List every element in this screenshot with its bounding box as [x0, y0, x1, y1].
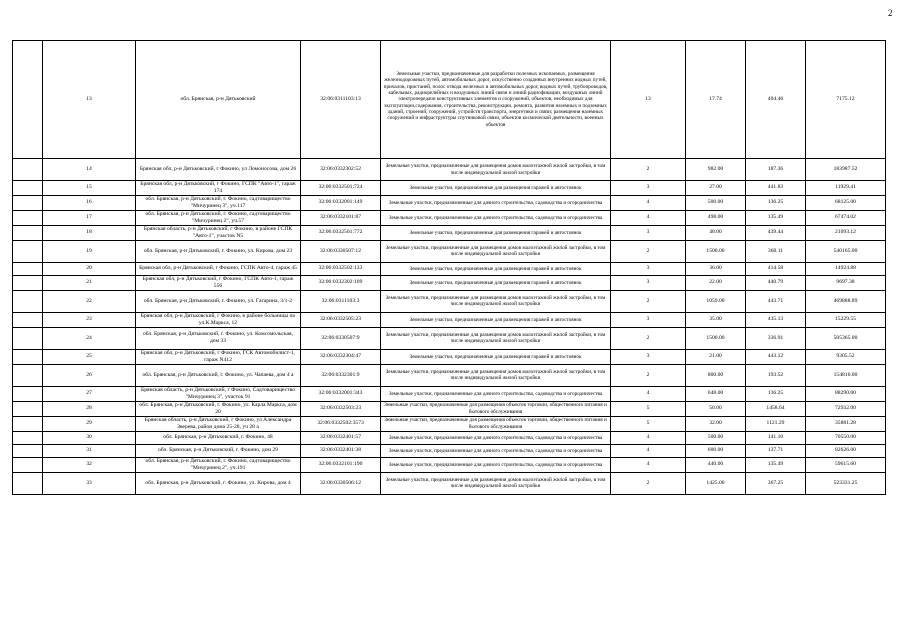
group-cell: 4: [611, 386, 686, 401]
address-cell: обл. Брянская, р-н Дятьковский, г. Фокино, садтоварищество "Мичуринец 2", уч.191: [136, 457, 301, 472]
address-cell: Брянская обл, р-н Дятьковский, г Фокино, ГСК Автомобилист-1, гараж N412: [136, 349, 301, 364]
land-use-cell: Земельные участки, предназначенные для размещения гаражей и автостоянок: [381, 349, 611, 364]
blank-cell: [13, 431, 43, 444]
specific-value-cell: 136.25: [746, 195, 806, 210]
blank-cell: [13, 327, 43, 349]
area-cell: 500.00: [686, 195, 746, 210]
table-row: [13, 159, 886, 181]
land-use-cell: Земельные участки, предназначенные для размещения объектов торговли, общественного питания и бытового обслуживания: [381, 416, 611, 431]
address-cell: Брянская обл, р-н Дятьковский, г Фокино, ГСПК Авто-1, гараж 556: [136, 275, 301, 290]
specific-value-cell: 336.91: [746, 327, 806, 349]
land-use-cell: Земельные участки, предназначенные для размещения гаражей и автостоянок: [381, 225, 611, 240]
blank-cell: [13, 416, 43, 431]
cadastral-value-cell: 67474.02: [806, 210, 886, 225]
row-number: 18: [43, 225, 136, 240]
table-row: [13, 262, 886, 275]
group-cell: 3: [611, 181, 686, 196]
address-cell: Брянская область, р-н Дятьковский, г Фокино, Садтоварищество "Мичуринец 3", участок 91: [136, 386, 301, 401]
group-cell: 3: [611, 225, 686, 240]
area-cell: 35.00: [686, 312, 746, 327]
row-number: 32: [43, 457, 136, 472]
area-cell: 1500.00: [686, 240, 746, 262]
group-cell: 2: [611, 472, 686, 494]
cadastral-number-cell: 32:06:0332501:772: [301, 225, 381, 240]
row-number: 25: [43, 349, 136, 364]
group-cell: 5: [611, 401, 686, 416]
cadastral-number-cell: 32:06:0332302:109: [301, 275, 381, 290]
cadastral-value-table: [12, 40, 886, 495]
cadastral-value-cell: 72932.00: [806, 401, 886, 416]
group-cell: 2: [611, 364, 686, 386]
area-cell: 21.00: [686, 349, 746, 364]
address-cell: обл. Брянская, р-н Дятьковский, г. Фокино, ул. Карла Маркса, дом 20: [136, 401, 301, 416]
blank-cell: [13, 290, 43, 312]
land-use-cell: Земельные участки, предназначенные для размещения домов малоэтажной жилой застройки, в том числе индивидуальной жилой застройки: [381, 240, 611, 262]
specific-value-cell: 443.71: [746, 290, 806, 312]
specific-value-cell: 135.49: [746, 210, 806, 225]
cadastral-value-cell: 523331.25: [806, 472, 886, 494]
table-row: [13, 240, 886, 262]
specific-value-cell: 136.25: [746, 386, 806, 401]
area-cell: 800.00: [686, 364, 746, 386]
land-use-cell: Земельные участки, предназначенные для размещения домов малоэтажной жилой застройки, в том числе индивидуальной жилой застройки: [381, 327, 611, 349]
cadastral-number-cell: 32:06:0311103:13: [301, 41, 381, 159]
cadastral-value-cell: 9305.52: [806, 349, 886, 364]
cadastral-value-cell: 469888.89: [806, 290, 886, 312]
blank-cell: [13, 364, 43, 386]
cadastral-number-cell: 32:06:0332505:23: [301, 312, 381, 327]
address-cell: обл. Брянская, р-н Дятьковский, г. Фокино, ул. Кирова, дом 23: [136, 240, 301, 262]
blank-cell: [13, 240, 43, 262]
specific-value-cell: 404.46: [746, 41, 806, 159]
table-row: [13, 472, 886, 494]
cadastral-number-cell: 32:06:0332001:149: [301, 195, 381, 210]
specific-value-cell: 1121.29: [746, 416, 806, 431]
specific-value-cell: 367.25: [746, 472, 806, 494]
land-use-cell: Земельные участки, предназначенные для размещения объектов торговли, общественного питания и бытового обслуживания: [381, 401, 611, 416]
area-cell: 1059.00: [686, 290, 746, 312]
table-row: [13, 312, 886, 327]
row-number: 13: [43, 41, 136, 159]
row-number: 20: [43, 262, 136, 275]
specific-value-cell: 135.49: [746, 457, 806, 472]
land-use-cell: Земельные участки, предназначенные для размещения домов малоэтажной жилой застройки, в том числе индивидуальной жилой застройки: [381, 472, 611, 494]
blank-cell: [13, 386, 43, 401]
blank-cell: [13, 401, 43, 416]
blank-cell: [13, 349, 43, 364]
cadastral-number-cell: 32:06:0332401:57: [301, 431, 381, 444]
blank-cell: [13, 195, 43, 210]
group-cell: 3: [611, 349, 686, 364]
cadastral-value-cell: 21093.12: [806, 225, 886, 240]
land-use-cell: Земельные участки, предназначенные для разработки полезных ископаемых, размещения железнодорожных путей, автомобильных дорог, искусственно созданных внутренних водных путей, причалов, пристаней, полос отвода железных и автомобильных дорог, водных путей, трубопроводов, кабельных, радиорелейных и воздушных линий связи и линий радиофикации, воздушных линий электропередачи конструктивных элементов и сооружений, объектов, необходимых для эксплуатации,содержания, строительства, реконструкции, ремонта, развития наземных и подземных зданий, строений, сооружений, устройств транспорта, энергетики и связи; размещения наземных сооружений и инфраструктуры спутниковой связи, объектов космической деятельности, военных объектов: [381, 41, 611, 159]
land-use-cell: Земельные участки, предназначенные для размещения домов малоэтажной жилой застройки, в том числе индивидуальной жилой застройки: [381, 159, 611, 181]
row-number: 24: [43, 327, 136, 349]
blank-cell: [13, 444, 43, 457]
address-cell: Брянская обл, р-н Дятьковский, г Фокино, ГСПК Авто-4, гараж 45: [136, 262, 301, 275]
row-number: 14: [43, 159, 136, 181]
table-row: [13, 386, 886, 401]
table-row: [13, 444, 886, 457]
group-cell: 3: [611, 275, 686, 290]
cadastral-number-cell: 32:06:0332101:87: [301, 210, 381, 225]
area-cell: 498.00: [686, 210, 746, 225]
area-cell: 48.00: [686, 225, 746, 240]
specific-value-cell: 439.44: [746, 225, 806, 240]
group-cell: 4: [611, 444, 686, 457]
specific-value-cell: 441.83: [746, 181, 806, 196]
table-body: [13, 41, 886, 495]
specific-value-cell: 440.79: [746, 275, 806, 290]
blank-cell: [13, 262, 43, 275]
row-number: 28: [43, 401, 136, 416]
group-cell: 4: [611, 431, 686, 444]
address-cell: обл. Брянская, р-н Дятьковский, г. Фокино, ул. Чапаева, дом 4 а: [136, 364, 301, 386]
address-cell: обл. Брянская, р-н Дятьковский, г. Фокино, ул. Комсомольская, дом 33: [136, 327, 301, 349]
area-cell: 1425.00: [686, 472, 746, 494]
table-row: [13, 327, 886, 349]
group-cell: 13: [611, 41, 686, 159]
table-row: [13, 225, 886, 240]
area-cell: 648.00: [686, 386, 746, 401]
area-cell: 36.00: [686, 262, 746, 275]
specific-value-cell: 414.58: [746, 262, 806, 275]
row-number: 29: [43, 416, 136, 431]
group-cell: 3: [611, 312, 686, 327]
land-use-cell: Земельные участки, предназначенные для размещения гаражей и автостоянок: [381, 275, 611, 290]
row-number: 23: [43, 312, 136, 327]
cadastral-value-cell: 505365.00: [806, 327, 886, 349]
area-cell: 17.74: [686, 41, 746, 159]
area-cell: 600.00: [686, 444, 746, 457]
group-cell: 5: [611, 416, 686, 431]
specific-value-cell: 435.13: [746, 312, 806, 327]
table-row: [13, 457, 886, 472]
cadastral-number-cell: 32:06:0332502:3573: [301, 416, 381, 431]
group-cell: 4: [611, 457, 686, 472]
row-number: 17: [43, 210, 136, 225]
cadastral-number-cell: 32:06:0332301:9: [301, 364, 381, 386]
address-cell: обл. Брянская, р-н Дятьковский, г. Фокино, садтоварищество "Мичуринец 3", уч.117: [136, 195, 301, 210]
cadastral-number-cell: 32:06:0332503:23: [301, 401, 381, 416]
land-use-cell: Земельные участки, предназначенные для размещения гаражей и автостоянок: [381, 181, 611, 196]
cadastral-value-cell: 68125.00: [806, 195, 886, 210]
area-cell: 50.00: [686, 401, 746, 416]
specific-value-cell: 193.52: [746, 364, 806, 386]
page-number: 2: [888, 8, 893, 18]
group-cell: 4: [611, 195, 686, 210]
area-cell: 440.00: [686, 457, 746, 472]
group-cell: 4: [611, 210, 686, 225]
cadastral-value-cell: 82626.00: [806, 444, 886, 457]
specific-value-cell: 1458.64: [746, 401, 806, 416]
cadastral-value-cell: 183987.52: [806, 159, 886, 181]
specific-value-cell: 360.11: [746, 240, 806, 262]
address-cell: обл. Брянская, р-н Дятьковский, г. Фокино, ул. Гагарина, 3/1-2: [136, 290, 301, 312]
address-cell: Брянская обл, р-н Дятьковский, г Фокино, ГСПК "Авто-1", гараж 174: [136, 181, 301, 196]
row-number: 22: [43, 290, 136, 312]
row-number: 16: [43, 195, 136, 210]
cadastral-number-cell: 32:06:0332302:52: [301, 159, 381, 181]
group-cell: 2: [611, 240, 686, 262]
cadastral-number-cell: 32:06:0332501:724: [301, 181, 381, 196]
address-cell: Брянская область, р-н Дятьковский, г Фокино, ул Александра Зверева, район дома 25-28, уч 28 а: [136, 416, 301, 431]
blank-cell: [13, 275, 43, 290]
cadastral-number-cell: 32:06:0311103:3: [301, 290, 381, 312]
address-cell: обл. Брянская, р-н Дятьковский: [136, 41, 301, 159]
specific-value-cell: 137.71: [746, 444, 806, 457]
cadastral-number-cell: 32:06:0332304:47: [301, 349, 381, 364]
address-cell: обл. Брянская, р-н Дятьковский, г. Фокино, 48: [136, 431, 301, 444]
area-cell: 22.00: [686, 275, 746, 290]
cadastral-number-cell: 32:06:0330506:12: [301, 472, 381, 494]
cadastral-value-cell: 540165.00: [806, 240, 886, 262]
address-cell: Брянская обл, р-н Дятьковский, г Фокино, в районе больницы по ул.К.Маркса, 12: [136, 312, 301, 327]
area-cell: 32.00: [686, 416, 746, 431]
table-row: [13, 181, 886, 196]
cadastral-value-cell: 14924.88: [806, 262, 886, 275]
row-number: 33: [43, 472, 136, 494]
row-number: 19: [43, 240, 136, 262]
address-cell: Брянская область, р-н Дятьковский, г Фокино, в районе ГСПК "Авто-1", участок N5: [136, 225, 301, 240]
row-number: 30: [43, 431, 136, 444]
land-use-cell: Земельные участки, предназначенные для размещения гаражей и автостоянок: [381, 262, 611, 275]
cadastral-number-cell: 32:06:0332401:38: [301, 444, 381, 457]
blank-cell: [13, 225, 43, 240]
area-cell: 500.00: [686, 431, 746, 444]
table-row: [13, 290, 886, 312]
area-cell: 27.00: [686, 181, 746, 196]
land-use-cell: Земельные участки, предназначенные для дачного строительства, садоводства и огородничества: [381, 210, 611, 225]
table-row: [13, 195, 886, 210]
land-use-cell: Земельные участки, предназначенные для дачного строительства, садоводства и огородничества: [381, 195, 611, 210]
cadastral-value-cell: 35881.28: [806, 416, 886, 431]
table-row: [13, 210, 886, 225]
address-cell: обл. Брянская, р-н Дятьковский, г. Фокино, дом 29: [136, 444, 301, 457]
cadastral-value-cell: 15229.55: [806, 312, 886, 327]
land-use-cell: Земельные участки, предназначенные для дачного строительства, садоводства и огородничества: [381, 457, 611, 472]
specific-value-cell: 443.12: [746, 349, 806, 364]
land-use-cell: Земельные участки, предназначенные для дачного строительства, садоводства и огородничества: [381, 431, 611, 444]
table-row: [13, 41, 886, 159]
address-cell: обл. Брянская, р-н Дятьковский, г. Фокино, ул. Кирова, дом 4: [136, 472, 301, 494]
cadastral-value-cell: 9697.38: [806, 275, 886, 290]
table-row: [13, 349, 886, 364]
cadastral-number-cell: 32:06:0330507:12: [301, 240, 381, 262]
blank-cell: [13, 159, 43, 181]
row-number: 15: [43, 181, 136, 196]
cadastral-value-cell: 7175.12: [806, 41, 886, 159]
cadastral-number-cell: 32:06:0332101:190: [301, 457, 381, 472]
table-row: [13, 401, 886, 416]
area-cell: 982.00: [686, 159, 746, 181]
cadastral-number-cell: 32:06:0332502:133: [301, 262, 381, 275]
land-use-cell: Земельные участки, предназначенные для дачного строительства, садоводства и огородничества: [381, 444, 611, 457]
row-number: 31: [43, 444, 136, 457]
blank-cell: [13, 472, 43, 494]
blank-cell: [13, 181, 43, 196]
land-use-cell: Земельные участки, предназначенные для размещения домов малоэтажной жилой застройки, в том числе индивидуальной жилой застройки: [381, 290, 611, 312]
table-row: [13, 431, 886, 444]
row-number: 27: [43, 386, 136, 401]
cadastral-number-cell: 32:06:0330507:9: [301, 327, 381, 349]
blank-cell: [13, 312, 43, 327]
specific-value-cell: 187.36: [746, 159, 806, 181]
blank-cell: [13, 210, 43, 225]
cadastral-value-cell: 11929.41: [806, 181, 886, 196]
cadastral-value-cell: 154816.00: [806, 364, 886, 386]
row-number: 21: [43, 275, 136, 290]
cadastral-number-cell: 32:06:0332001:343: [301, 386, 381, 401]
address-cell: Брянская обл, р-н Дятьковский, г Фокино, ул Ломоносова, дом 26: [136, 159, 301, 181]
blank-cell: [13, 41, 43, 159]
land-use-cell: Земельные участки, предназначенные для размещения домов малоэтажной жилой застройки, в том числе индивидуальной жилой застройки: [381, 364, 611, 386]
land-use-cell: Земельные участки, предназначенные для дачного строительства, садоводства и огородничества: [381, 386, 611, 401]
row-number: 26: [43, 364, 136, 386]
address-cell: обл. Брянская, р-н Дятьковский, г. Фокино, садтоварищество "Мичуринец 2", уч.57: [136, 210, 301, 225]
land-use-cell: Земельные участки, предназначенные для размещения гаражей и автостоянок: [381, 312, 611, 327]
group-cell: 3: [611, 262, 686, 275]
table-row: [13, 364, 886, 386]
cadastral-value-cell: 88290.00: [806, 386, 886, 401]
group-cell: 2: [611, 159, 686, 181]
table-row: [13, 275, 886, 290]
blank-cell: [13, 457, 43, 472]
cadastral-value-cell: 59615.60: [806, 457, 886, 472]
group-cell: 2: [611, 327, 686, 349]
specific-value-cell: 141.10: [746, 431, 806, 444]
area-cell: 1500.00: [686, 327, 746, 349]
group-cell: 2: [611, 290, 686, 312]
cadastral-value-cell: 70550.00: [806, 431, 886, 444]
table-row: [13, 416, 886, 431]
